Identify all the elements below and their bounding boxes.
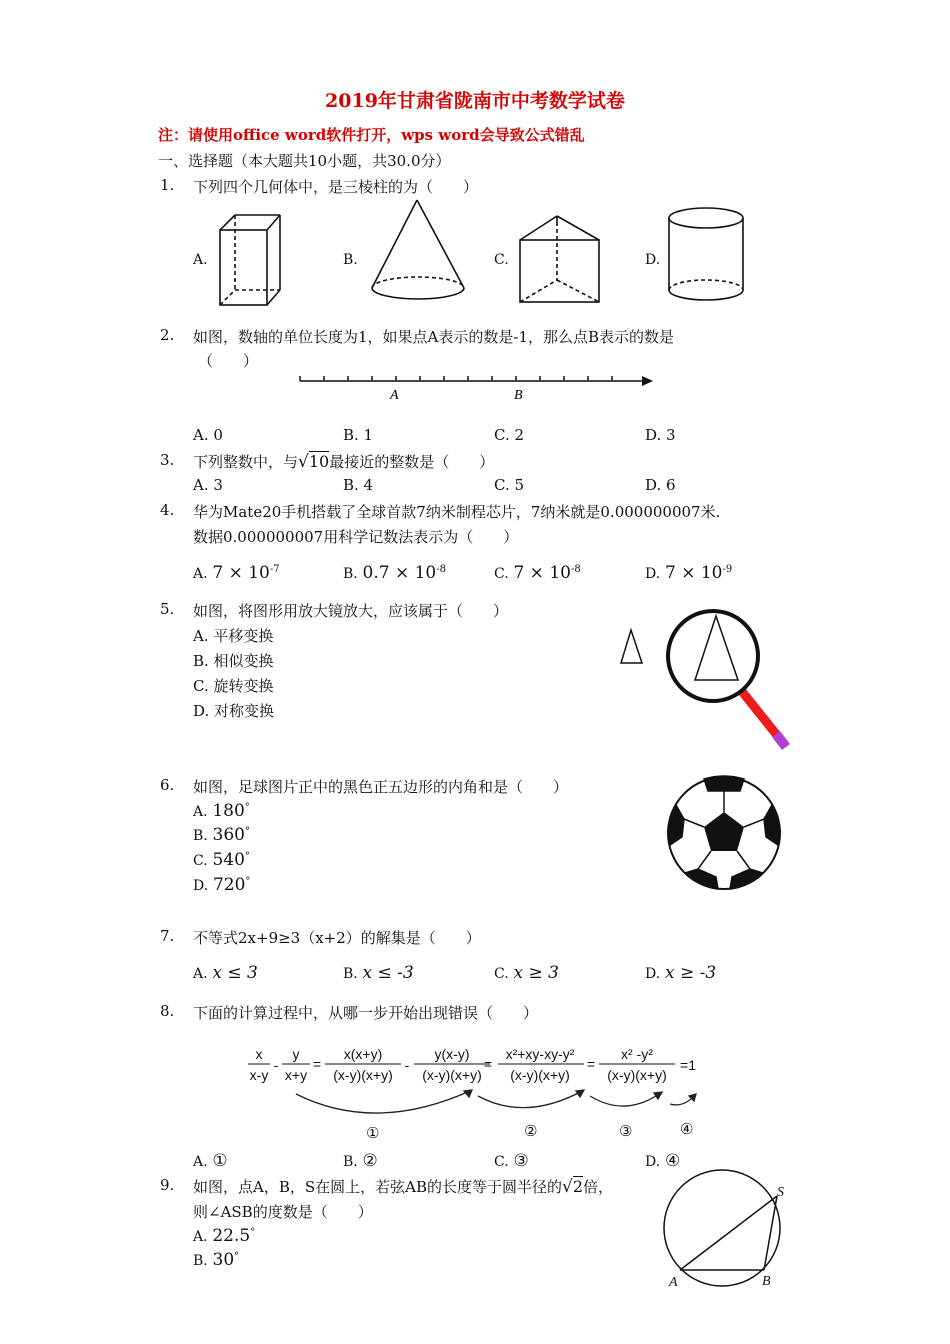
q1-option-a: A. — [193, 252, 208, 268]
q4-option-a: A. $7 \times 10^{-7}$ — [193, 563, 280, 583]
q8-text: 下面的计算过程中，从哪一步开始出现错误（ ） — [193, 1004, 539, 1022]
frac2-den: x+y — [284, 1067, 308, 1083]
frac1-num: x — [255, 1046, 263, 1062]
q3-option-d: D. 6 — [645, 476, 676, 494]
q4-option-b: B. $0.7 \times 10^{-8}$ — [343, 563, 447, 583]
q6-option-c: C. 540° — [193, 850, 250, 870]
q1-number: 1. — [160, 176, 175, 194]
q2-paren: （ ） — [198, 352, 259, 370]
q5-option-c: C. 旋转变换 — [193, 677, 274, 695]
q6-option-a: A. 180° — [193, 801, 250, 821]
q9-radicand: 2 — [572, 1177, 584, 1196]
q1-option-c: C. — [494, 252, 509, 268]
q4-number: 4. — [160, 501, 175, 519]
frac3-num: x(x+y) — [343, 1046, 383, 1062]
frac5-num: x²+xy-xy-y² — [505, 1046, 575, 1062]
frac6-num: x² -y² — [621, 1046, 653, 1062]
cuboid-figure — [215, 210, 285, 310]
step-4-label: ④ — [680, 1120, 694, 1138]
circle-figure — [660, 1168, 796, 1292]
frac2-num: y — [292, 1046, 300, 1062]
q2-number: 2. — [160, 326, 175, 344]
q2-option-b: B. 1 — [343, 426, 374, 444]
cone-figure — [368, 198, 468, 303]
q1-option-b: B. — [343, 252, 358, 268]
q5-option-b: B. 相似变换 — [193, 652, 274, 670]
q4-line2: 数据0.000000007用科学记数法表示为（ ） — [193, 528, 519, 546]
q8-option-d: D. ④ — [645, 1151, 681, 1171]
magnifier-figure — [616, 594, 796, 754]
q2-option-c: C. 2 — [494, 426, 525, 444]
number-line-figure — [298, 372, 658, 406]
q4-line1: 华为Mate20手机搭载了全球首款7纳米制程芯片，7纳米就是0.000000007米. — [193, 503, 721, 521]
q8-computation-figure — [246, 1042, 706, 1142]
q1-option-d: D. — [645, 252, 661, 268]
q4-option-c: C. $7 \times 10^{-8}$ — [494, 563, 581, 583]
step-2-label: ② — [524, 1122, 538, 1140]
q8-number: 8. — [160, 1002, 175, 1020]
equals-2: = — [483, 1056, 493, 1072]
q3-option-b: B. 4 — [343, 476, 374, 494]
q2-option-a: A. 0 — [193, 426, 223, 444]
frac6-den: (x-y)(x+y) — [607, 1067, 667, 1083]
q3-radicand: 10 — [308, 452, 330, 471]
q4-option-d: D. $7 \times 10^{-9}$ — [645, 563, 733, 583]
q3-text: 下列整数中，与√10最接近的整数是（ ） — [193, 452, 495, 472]
q3-option-a: A. 3 — [193, 476, 223, 494]
cylinder-figure — [666, 204, 748, 304]
q7-option-a: A. x ≤ 3 — [193, 963, 258, 983]
q5-number: 5. — [160, 600, 175, 618]
q8-option-a: A. ① — [193, 1151, 228, 1171]
step-3-label: ③ — [619, 1122, 633, 1140]
q2-label-b: B — [514, 388, 523, 403]
chord-as — [680, 1196, 777, 1270]
frac3-den: (x-y)(x+y) — [333, 1067, 393, 1083]
q1-text: 下列四个几何体中，是三棱柱的为（ ） — [193, 178, 479, 196]
point-b-label: B — [762, 1274, 771, 1289]
triangular-prism-figure — [517, 212, 607, 307]
q9-line1: 如图，点A，B，S在圆上，若弦AB的长度等于圆半径的√2倍， — [193, 1177, 614, 1197]
q5-option-d: D. 对称变换 — [193, 702, 275, 720]
q7-number: 7. — [160, 927, 175, 945]
q6-option-d: D. 720° — [193, 875, 251, 895]
q6-number: 6. — [160, 776, 175, 794]
equals-4: =1 — [680, 1057, 696, 1073]
q7-option-d: D. x ≥ -3 — [645, 963, 717, 983]
q2-text: 如图，数轴的单位长度为1，如果点A表示的数是-1，那么点B表示的数是 — [193, 328, 675, 346]
section-heading: 一、选择题（本大题共10小题，共30.0分） — [158, 152, 451, 170]
point-a-label: A — [669, 1275, 678, 1290]
soccer-ball-figure — [666, 775, 784, 891]
frac4-num: y(x-y) — [434, 1046, 470, 1062]
equals-3: = — [586, 1056, 596, 1072]
frac1-den: x-y — [249, 1067, 269, 1083]
q6-option-b: B. 360° — [193, 825, 250, 845]
point-s-label: S — [777, 1185, 784, 1200]
small-triangle — [621, 630, 642, 663]
q8-option-c: C. ③ — [494, 1151, 529, 1171]
page-title: 2019年甘肃省陇南市中考数学试卷 — [325, 90, 625, 112]
q3-number: 3. — [160, 451, 175, 469]
software-note: 注：请使用office word软件打开，wps word会导致公式错乱 — [158, 126, 585, 144]
q2-option-d: D. 3 — [645, 426, 676, 444]
q7-option-b: B. x ≤ -3 — [343, 963, 414, 983]
q5-option-a: A. 平移变换 — [193, 627, 274, 645]
minus-2: - — [404, 1057, 410, 1073]
frac5-den: (x-y)(x+y) — [510, 1067, 570, 1083]
q2-label-a: A — [390, 388, 399, 403]
step-1-label: ① — [366, 1124, 380, 1142]
q7-option-c: C. x ≥ 3 — [494, 963, 559, 983]
q3-option-c: C. 5 — [494, 476, 525, 494]
q8-option-b: B. ② — [343, 1151, 378, 1171]
minus-1: - — [273, 1057, 279, 1073]
equals-1: = — [312, 1056, 322, 1072]
q9-number: 9. — [160, 1176, 175, 1194]
q9-option-b: B. 30° — [193, 1250, 240, 1270]
q5-text: 如图，将图形用放大镜放大，应该属于（ ） — [193, 602, 509, 620]
q7-text: 不等式2x+9≥3（x+2）的解集是（ ） — [193, 929, 481, 947]
q9-option-a: A. 22.5° — [193, 1226, 256, 1246]
frac4-den: (x-y)(x+y) — [422, 1067, 482, 1083]
q9-line2: 则∠ASB的度数是（ ） — [193, 1203, 373, 1221]
q6-text: 如图，足球图片正中的黑色正五边形的内角和是（ ） — [193, 778, 569, 796]
